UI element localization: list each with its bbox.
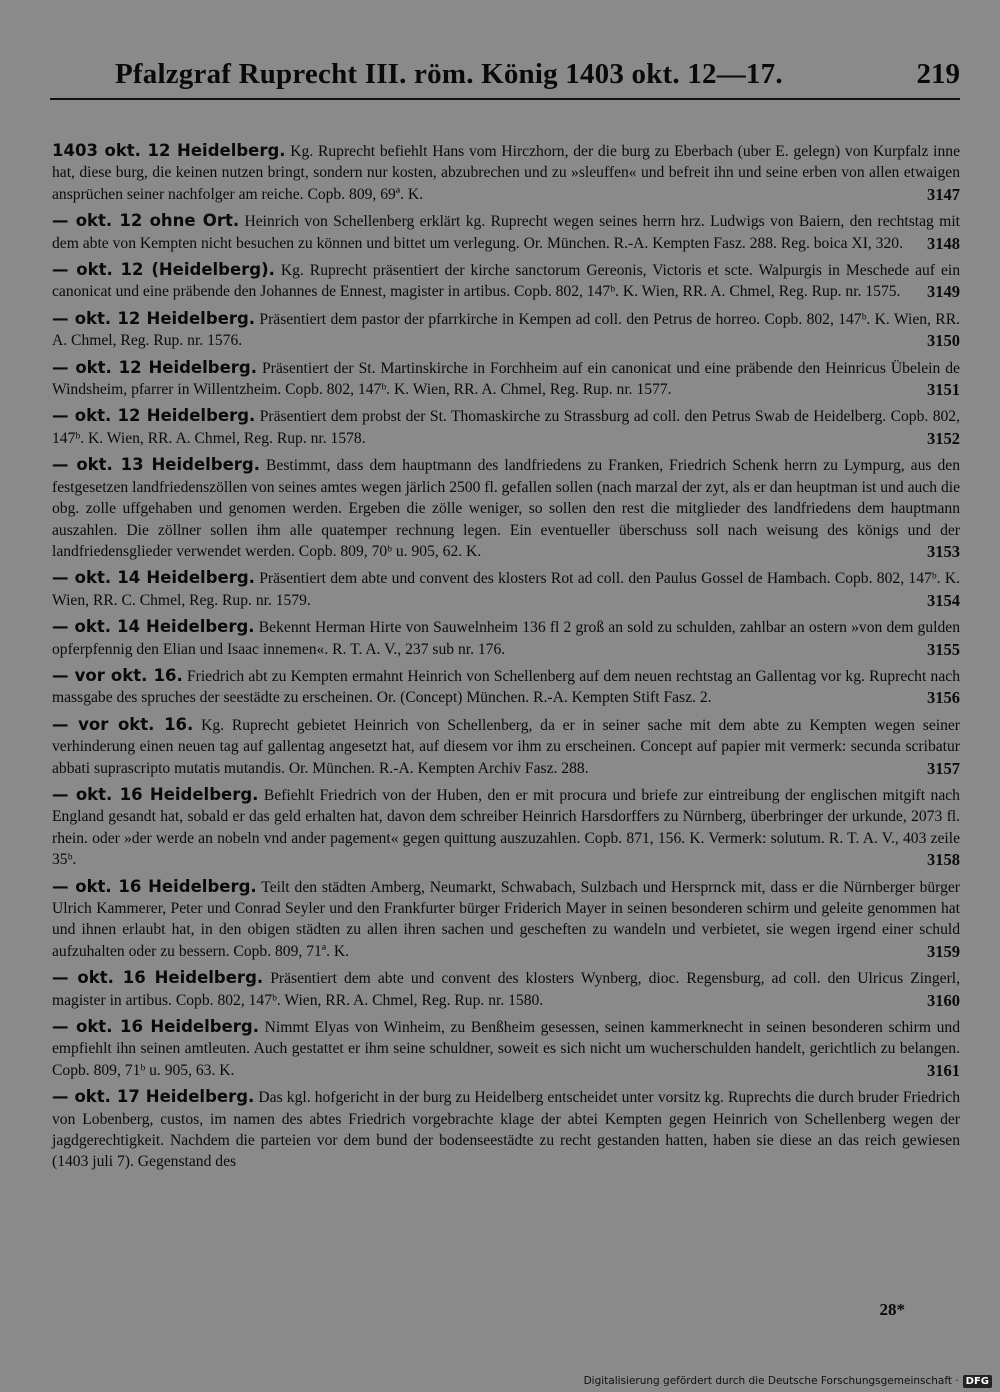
entry-date-place: — okt. 17 Heidelberg. [52,1087,255,1107]
footer-text: Digitalisierung gefördert durch die Deutsche Forschungsgemeinschaft · [583,1375,959,1387]
entry-text: Das kgl. hofgericht in der burg zu Heidelberg entscheidet unter vorsitz kg. Ruprechts die durch bruder Friedrich von Lobenberg, custos, im namen des abtes Friedrich vorgebrachte klage der abtei Kempten gegen Heinrich von Schellenberg wegen der jagdgerechtigkeit. Nachdem die parteien vor dem bund der bodenseestädte zu recht gestanden hatten, haben sie diese an das reich gewiesen (1403 juli 7). Gegenstand des [52,1089,960,1171]
entry-date-place: — okt. 16 Heidelberg. [52,784,259,804]
entry-number: 3148 [927,233,960,253]
regest-entry [52,665,960,709]
entry-number: 3154 [927,590,960,610]
entry-number: 3156 [927,688,960,708]
entry-date-place: — okt. 12 Heidelberg. [52,308,256,328]
regest-entry [52,616,960,660]
entry-date-place: — okt. 16 Heidelberg. [52,876,257,896]
entry-number: 3155 [927,639,960,659]
regest-entry [52,567,960,611]
entry-text: Kg. Ruprecht gebietet Heinrich von Schellenberg, da er in seiner sache mit dem abte zu Kempten wegen seiner verhinderung einen neuen tag auf gallentag angesetzt hat, auf diesem vor ihm zu erscheinen. Concept auf papier mit vermerk: secunda scribatur abbati suprascripto mutatis mutandis. Or. München. R.-A. Kempten Archiv Fasz. 288. [52,716,960,777]
regest-list [52,140,960,1178]
entry-number: 3161 [927,1060,960,1080]
regest-entry [52,405,960,449]
entry-date-place: 1403 okt. 12 Heidelberg. [52,141,286,160]
footer [584,1372,992,1390]
entry-text: Kg. Ruprecht präsentiert der kirche sanctorum Gereonis, Victoris et scte. Walpurgis in Meschede auf ein canonicat und eine präbende den Johannes de Ennest, magister in artibus. Copb. 802, 147ᵇ. K. Wien, RR. A. Chmel, Reg. Rup. nr. 1575. [52,262,960,301]
regest-entry [52,784,960,871]
dfg-logo: DFG [963,1375,992,1388]
entry-date-place: — okt. 16 Heidelberg. [52,1017,259,1037]
entry-number: 3152 [927,428,960,448]
regest-entry [52,454,960,562]
regest-entry [52,308,960,352]
entry-date-place: — okt. 14 Heidelberg. [52,568,255,588]
entry-text: Präsentiert dem probst der St. Thomaskirche zu Strassburg ad coll. den Petrus Swab de Heidelberg. Copb. 802, 147ᵇ. K. Wien, RR. A. Chmel, Reg. Rup. nr. 1578. [52,408,960,447]
regest-entry [52,140,960,205]
entry-date-place: — vor okt. 16. [52,714,194,734]
entry-number: 3159 [927,941,960,961]
entry-number: 3158 [927,850,960,870]
signature-mark: 28* [879,1300,905,1319]
regest-entry [52,210,960,254]
regest-entry [52,1086,960,1173]
entry-text: Präsentiert dem abte und convent des klosters Rot ad coll. den Paulus Gossel de Hambach. Copb. 802, 147ᵇ. K. Wien, RR. C. Chmel, Reg. Rup. nr. 1579. [52,570,960,609]
entry-date-place: — okt. 13 Heidelberg. [52,455,261,475]
entry-number: 3149 [927,282,960,302]
entry-text: Bestimmt, dass dem hauptmann des landfriedens zu Franken, Friedrich Schenk herrn zu Lympurg, aus den festgesetzen landfriedenszöllen von seines amtes wegen järlich 2500 fl. gefallen sollen (nach marzal der zyt, als er dan heuptman ist und auch die obg. zolle uffgehaben und genomen werden. Ergeben die zölle weniger, so sollen den rest die mitglieder des landfriedens dem hauptmann auszahlen. Die zöllner sollen ihm alle quatemper rechnung legen. Ein eventueller überschuss soll nach weisung des königs und der landfriedensglieder verwendet werden. Copb. 809, 70ᵇ u. 905, 62. K. [52,457,960,560]
regest-entry [52,876,960,963]
entry-number: 3157 [927,758,960,778]
regest-entry [52,714,960,779]
entry-date-place: — okt. 12 ohne Ort. [52,211,240,231]
entry-text: Befiehlt Friedrich von der Huben, den er mit procura und briefe zur eintreibung der englischen mitgift nach England gesandt hat, sobald er das geld erhalten hat, davon dem schreiber Heinrich Harsdorffers zu Nürnberg, überbringer der urkunde, 2073 fl. rhein. oder »der werde an nobeln vnd ander pagement« gegen quittung auszuzahlen. Copb. 871, 156. K. Vermerk: solutum. R. T. A. V., 403 zeile 35ᵇ. [52,786,960,869]
entry-date-place: — okt. 14 Heidelberg. [52,617,255,637]
entry-text: Bekennt Herman Hirte von Sauwelnheim 136 fl 2 groß an sold zu schulden, zahlbar an ostern »von dem gulden opferpfennig den Elian und Isaac innemen«. R. T. A. V., 237 sub nr. 176. [52,619,960,658]
entry-number: 3153 [927,541,960,561]
entry-date-place: — okt. 12 (Heidelberg). [52,260,275,280]
regest-entry [52,259,960,303]
entry-date-place: — okt. 12 Heidelberg. [52,357,257,377]
entry-number: 3147 [927,184,960,204]
entry-number: 3160 [927,990,960,1010]
regest-entry [52,1016,960,1081]
entry-date-place: — okt. 12 Heidelberg. [52,406,256,426]
entry-text: Kg. Ruprecht befiehlt Hans vom Hirczhorn, der die burg zu Eberbach (uber E. gelegn) von Kurpfalz inne hat, diese burg, die keinen nutzen bringt, sondern nur kosten, abzubrechen und zu »sleuffen« und befreit ihn und seine erben von allen etwaigen ansprüchen seiner nachfolger am reiche. Copb. 809, 69ª. K. [52,143,960,203]
running-header [50,58,960,100]
page-number: 219 [916,58,960,90]
running-title: Pfalzgraf Ruprecht III. röm. König 1403 okt. 12—17. [115,58,783,90]
entry-text: Präsentiert der St. Martinskirche in Forchheim auf ein canonicat und eine präbende den Heinricus Übelein de Windsheim, pfarrer in Willentzheim. Copb. 802, 147ᵇ. K. Wien, RR. A. Chmel, Reg. Rup. nr. 1577. [52,359,960,399]
entry-text: Präsentiert dem pastor der pfarrkirche in Kempen ad coll. den Petrus de horreo. Copb. 802, 147ᵇ. K. Wien, RR. A. Chmel, Reg. Rup. nr. 1576. [52,310,960,350]
entry-text: Friedrich abt zu Kempten ermahnt Heinrich von Schellenberg auf dem neuen rechtstag an Gallentag vor kg. Ruprecht nach massgabe des spruches der seestädte zu erscheinen. Or. (Concept) München. R.-A. Kempten Stift Fasz. 2. [52,667,960,707]
regest-entry [52,357,960,401]
entry-text: Heinrich von Schellenberg erklärt kg. Ruprecht wegen seines herrn hrz. Ludwigs von Baiern, den rechtstag mit dem abte von Kempten nicht besuchen zu können und bittet um verlegung. Or. München. R.-A. Kempten Fasz. 288. Reg. boica XI, 320. [52,213,960,252]
entry-date-place: — vor okt. 16. [52,665,183,685]
regest-entry [52,967,960,1011]
entry-text: Nimmt Elyas von Winheim, zu Benßheim gesessen, seinen kammerknecht in seinen besonderen schirm und empfiehlt ihn seinen amtleuten. Auch gestattet er ihm seine schuldner, soweit es sich nicht um wucherschulden handelt, gerichtlich zu belangen. Copb. 809, 71ᵇ u. 905, 63. K. [52,1019,960,1079]
entry-date-place: — okt. 16 Heidelberg. [52,968,264,988]
entry-text: Präsentiert dem abte und convent des klosters Wynberg, dioc. Regensburg, ad coll. den Ulricus Zingerl, magister in artibus. Copb. 802, 147ᵇ. Wien, RR. A. Chmel, Reg. Rup. nr. 1580. [52,970,960,1009]
entry-number: 3151 [927,380,960,400]
entry-number: 3150 [927,331,960,351]
entry-text: Teilt den städten Amberg, Neumarkt, Schwabach, Sulzbach und Hersprnck mit, dass er die Nürnberger bürger Ulrich Kammerer, Peter und Conrad Seyler und den Frankfurter bürger Friderich Mayer in seinen besonderen schirm und geleite genommen hat und ihnen erlaubt hat, in den obigen städten zu allen ihren sachen und gescheften zu wandeln und verbietet, sie wegen irgend einer schuld aufzuhalten oder zu bessern. Copb. 809, 71ª. K. [52,878,960,960]
